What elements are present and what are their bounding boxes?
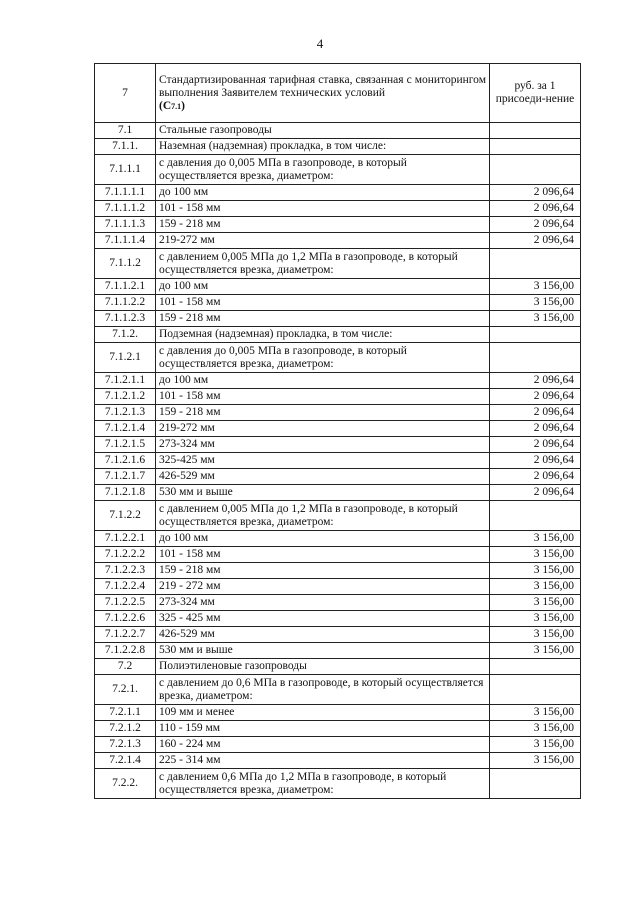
table-row (95, 753, 581, 769)
row-price-cell: 2 096,64 (490, 437, 581, 453)
row-code-cell: 7.1.2.2.2 (95, 547, 156, 563)
row-price-cell: 3 156,00 (490, 721, 581, 737)
row-price-cell (490, 675, 581, 705)
row-price-cell: 2 096,64 (490, 217, 581, 233)
header-code-cell: 7 (95, 64, 156, 123)
table-row (95, 185, 581, 201)
table-row (95, 531, 581, 547)
row-description-cell: 101 - 158 мм (156, 547, 490, 563)
row-price-cell: 3 156,00 (490, 643, 581, 659)
tariff-table-body (95, 64, 581, 799)
table-row (95, 343, 581, 373)
row-code-cell: 7.1.2.2.8 (95, 643, 156, 659)
row-description-cell: с давления до 0,005 МПа в газопроводе, в который осуществляется врезка, диаметром: (156, 343, 490, 373)
row-description-cell: 110 - 159 мм (156, 721, 490, 737)
row-description-cell: с давлением 0,6 МПа до 1,2 МПа в газопроводе, в который осуществляется врезка, диаметром: (156, 769, 490, 799)
row-code-cell: 7.1.2.2.3 (95, 563, 156, 579)
row-description-cell: 159 - 218 мм (156, 405, 490, 421)
row-description-cell: Полиэтиленовые газопроводы (156, 659, 490, 675)
table-row (95, 201, 581, 217)
table-row (95, 705, 581, 721)
row-description-cell: 101 - 158 мм (156, 295, 490, 311)
table-row (95, 123, 581, 139)
row-price-cell: 2 096,64 (490, 185, 581, 201)
row-code-cell: 7.1.2.2.6 (95, 611, 156, 627)
row-code-cell: 7.1.1.2.2 (95, 295, 156, 311)
row-description-cell: 219 - 272 мм (156, 579, 490, 595)
row-price-cell: 2 096,64 (490, 453, 581, 469)
table-row (95, 579, 581, 595)
row-price-cell: 3 156,00 (490, 295, 581, 311)
row-price-cell: 2 096,64 (490, 233, 581, 249)
row-code-cell: 7.1.1.1.2 (95, 201, 156, 217)
table-row (95, 373, 581, 389)
row-description-cell: 219-272 мм (156, 233, 490, 249)
row-price-cell: 3 156,00 (490, 753, 581, 769)
row-code-cell: 7.2 (95, 659, 156, 675)
row-code-cell: 7.2.1. (95, 675, 156, 705)
row-price-cell: 2 096,64 (490, 201, 581, 217)
row-code-cell: 7.1.2.1.6 (95, 453, 156, 469)
row-description-cell: до 100 мм (156, 279, 490, 295)
table-row (95, 485, 581, 501)
table-row (95, 769, 581, 799)
row-description-cell: Наземная (надземная) прокладка, в том числе: (156, 139, 490, 155)
row-code-cell: 7.2.1.2 (95, 721, 156, 737)
table-row (95, 659, 581, 675)
table-row (95, 217, 581, 233)
row-price-cell: 2 096,64 (490, 373, 581, 389)
row-description-cell: до 100 мм (156, 531, 490, 547)
row-code-cell: 7.2.1.1 (95, 705, 156, 721)
row-description-cell: с давлением до 0,6 МПа в газопроводе, в который осуществляется врезка, диаметром: (156, 675, 490, 705)
row-description-cell: 273-324 мм (156, 437, 490, 453)
row-code-cell: 7.1.2.2.7 (95, 627, 156, 643)
row-code-cell: 7.1.2.1.3 (95, 405, 156, 421)
row-description-cell: до 100 мм (156, 185, 490, 201)
table-row (95, 421, 581, 437)
row-price-cell: 2 096,64 (490, 421, 581, 437)
row-description-cell: 325-425 мм (156, 453, 490, 469)
row-price-cell (490, 155, 581, 185)
row-description-cell: 426-529 мм (156, 627, 490, 643)
row-price-cell: 3 156,00 (490, 311, 581, 327)
row-price-cell (490, 327, 581, 343)
row-price-cell: 2 096,64 (490, 485, 581, 501)
row-description-cell: Подземная (надземная) прокладка, в том числе: (156, 327, 490, 343)
header-description-cell (156, 64, 490, 123)
row-price-cell (490, 659, 581, 675)
table-row (95, 405, 581, 421)
row-price-cell (490, 769, 581, 799)
row-code-cell: 7.2.1.4 (95, 753, 156, 769)
row-code-cell: 7.1.2.1 (95, 343, 156, 373)
row-price-cell (490, 123, 581, 139)
table-row (95, 643, 581, 659)
row-price-cell: 2 096,64 (490, 405, 581, 421)
table-row (95, 469, 581, 485)
table-row (95, 595, 581, 611)
row-price-cell: 3 156,00 (490, 611, 581, 627)
table-row (95, 737, 581, 753)
table-row (95, 563, 581, 579)
table-row (95, 389, 581, 405)
table-row (95, 437, 581, 453)
table-row (95, 233, 581, 249)
header-symbol-main: (С (159, 99, 172, 112)
row-code-cell: 7.1.2.1.5 (95, 437, 156, 453)
row-description-cell: 109 мм и менее (156, 705, 490, 721)
row-price-cell: 3 156,00 (490, 579, 581, 595)
row-price-cell (490, 501, 581, 531)
header-unit-cell: руб. за 1 присоеди-нение (490, 64, 581, 123)
row-code-cell: 7.1.1. (95, 139, 156, 155)
row-code-cell: 7.2.1.3 (95, 737, 156, 753)
row-description-cell: 159 - 218 мм (156, 217, 490, 233)
row-code-cell: 7.1.2.2 (95, 501, 156, 531)
row-code-cell: 7.1.2. (95, 327, 156, 343)
row-price-cell: 3 156,00 (490, 737, 581, 753)
table-row (95, 279, 581, 295)
row-description-cell: с давления до 0,005 МПа в газопроводе, в который осуществляется врезка, диаметром: (156, 155, 490, 185)
row-description-cell: 273-324 мм (156, 595, 490, 611)
row-price-cell (490, 343, 581, 373)
row-description-cell: Стальные газопроводы (156, 123, 490, 139)
row-description-cell: 530 мм и выше (156, 643, 490, 659)
row-description-cell: 101 - 158 мм (156, 389, 490, 405)
row-description-cell: до 100 мм (156, 373, 490, 389)
row-price-cell: 3 156,00 (490, 705, 581, 721)
header-symbol-sub: 7.1 (171, 101, 182, 111)
row-code-cell: 7.1.1.1.1 (95, 185, 156, 201)
table-row (95, 627, 581, 643)
row-code-cell: 7.1.2.1.8 (95, 485, 156, 501)
row-price-cell: 3 156,00 (490, 279, 581, 295)
table-row (95, 721, 581, 737)
row-price-cell (490, 139, 581, 155)
row-code-cell: 7.1.1.2 (95, 249, 156, 279)
table-row (95, 453, 581, 469)
row-description-cell: 325 - 425 мм (156, 611, 490, 627)
table-row (95, 611, 581, 627)
page-number: 4 (316, 36, 324, 51)
row-code-cell: 7.1.1.1.3 (95, 217, 156, 233)
row-price-cell (490, 249, 581, 279)
table-row (95, 295, 581, 311)
row-code-cell: 7.1.2.2.4 (95, 579, 156, 595)
table-row (95, 155, 581, 185)
row-description-cell: 219-272 мм (156, 421, 490, 437)
row-description-cell: 159 - 218 мм (156, 311, 490, 327)
row-code-cell: 7.1.1.2.1 (95, 279, 156, 295)
row-code-cell: 7.1.2.1.7 (95, 469, 156, 485)
header-description: Стандартизированная тарифная ставка, связанная с мониторингом выполнения Заявителем технических условий (159, 73, 486, 99)
row-description-cell: 530 мм и выше (156, 485, 490, 501)
row-price-cell: 3 156,00 (490, 547, 581, 563)
row-price-cell: 3 156,00 (490, 595, 581, 611)
table-row (95, 311, 581, 327)
row-code-cell: 7.2.2. (95, 769, 156, 799)
row-code-cell: 7.1.2.1.1 (95, 373, 156, 389)
row-description-cell: с давлением 0,005 МПа до 1,2 МПа в газопроводе, в который осуществляется врезка, диаметром: (156, 501, 490, 531)
row-code-cell: 7.1.2.1.4 (95, 421, 156, 437)
row-description-cell: 426-529 мм (156, 469, 490, 485)
row-code-cell: 7.1.1.1 (95, 155, 156, 185)
tariff-table (94, 63, 581, 799)
table-row (95, 547, 581, 563)
row-price-cell: 3 156,00 (490, 627, 581, 643)
row-description-cell: 101 - 158 мм (156, 201, 490, 217)
row-description-cell: 160 - 224 мм (156, 737, 490, 753)
row-price-cell: 3 156,00 (490, 563, 581, 579)
header-symbol (159, 100, 185, 112)
row-description-cell: 159 - 218 мм (156, 563, 490, 579)
table-row (95, 675, 581, 705)
table-row (95, 139, 581, 155)
table-row (95, 249, 581, 279)
row-description-cell: 225 - 314 мм (156, 753, 490, 769)
header-symbol-close: ) (181, 99, 185, 112)
table-row (95, 501, 581, 531)
row-code-cell: 7.1.1.1.4 (95, 233, 156, 249)
row-code-cell: 7.1.1.2.3 (95, 311, 156, 327)
row-code-cell: 7.1 (95, 123, 156, 139)
row-code-cell: 7.1.2.1.2 (95, 389, 156, 405)
row-price-cell: 2 096,64 (490, 389, 581, 405)
row-price-cell: 2 096,64 (490, 469, 581, 485)
table-row (95, 327, 581, 343)
row-price-cell: 3 156,00 (490, 531, 581, 547)
table-header-row (95, 64, 581, 123)
row-code-cell: 7.1.2.2.5 (95, 595, 156, 611)
row-code-cell: 7.1.2.2.1 (95, 531, 156, 547)
row-description-cell: с давлением 0,005 МПа до 1,2 МПа в газопроводе, в который осуществляется врезка, диаметром: (156, 249, 490, 279)
